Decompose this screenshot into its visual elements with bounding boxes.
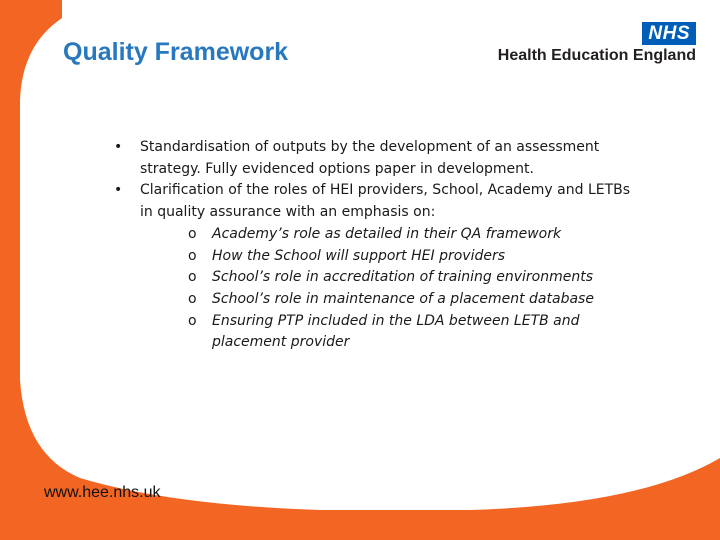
sub-bullet-list	[114, 224, 644, 354]
bullet-symbol: •	[114, 139, 123, 155]
logo-org-name: Health Education England	[497, 47, 696, 64]
sub-bullet-text: Academy’s role as detailed in their QA framework	[212, 225, 562, 242]
sub-bullet-item	[114, 311, 644, 354]
sub-bullet-text: School’s role in maintenance of a placement database	[212, 290, 594, 307]
nhs-logo-badge: NHS	[642, 22, 696, 45]
sub-bullet-item	[114, 267, 644, 289]
sub-bullet-symbol: o	[188, 247, 197, 264]
bullet-content	[114, 137, 644, 354]
sub-bullet-symbol: o	[188, 225, 197, 242]
slide-title: Quality Framework	[63, 38, 289, 66]
bullet-item	[114, 180, 644, 223]
bullet-text: Clarification of the roles of HEI providers, School, Academy and LETBs in quality assurance with an emphasis on:	[140, 182, 631, 221]
sub-bullet-symbol: o	[188, 312, 197, 329]
sub-bullet-text: School’s role in accreditation of training environments	[212, 269, 594, 286]
hee-logo	[498, 22, 696, 65]
bullet-text: Standardisation of outputs by the development of an assessment strategy. Fully evidenced options paper in development.	[140, 139, 600, 177]
sub-bullet-symbol: o	[188, 269, 197, 286]
sub-bullet-text: Ensuring PTP included in the LDA between LETB and placement provider	[212, 312, 580, 351]
sub-bullet-item	[114, 224, 644, 246]
sub-bullet-text: How the School will support HEI providers	[212, 247, 506, 264]
sub-bullet-item	[114, 246, 644, 268]
footer-url[interactable]: www.hee.nhs.uk	[44, 484, 161, 501]
bullet-symbol: •	[114, 182, 123, 199]
bullet-list	[114, 137, 644, 224]
sub-bullet-symbol: o	[188, 290, 197, 307]
sub-bullet-item	[114, 289, 644, 311]
bullet-item	[114, 137, 644, 180]
